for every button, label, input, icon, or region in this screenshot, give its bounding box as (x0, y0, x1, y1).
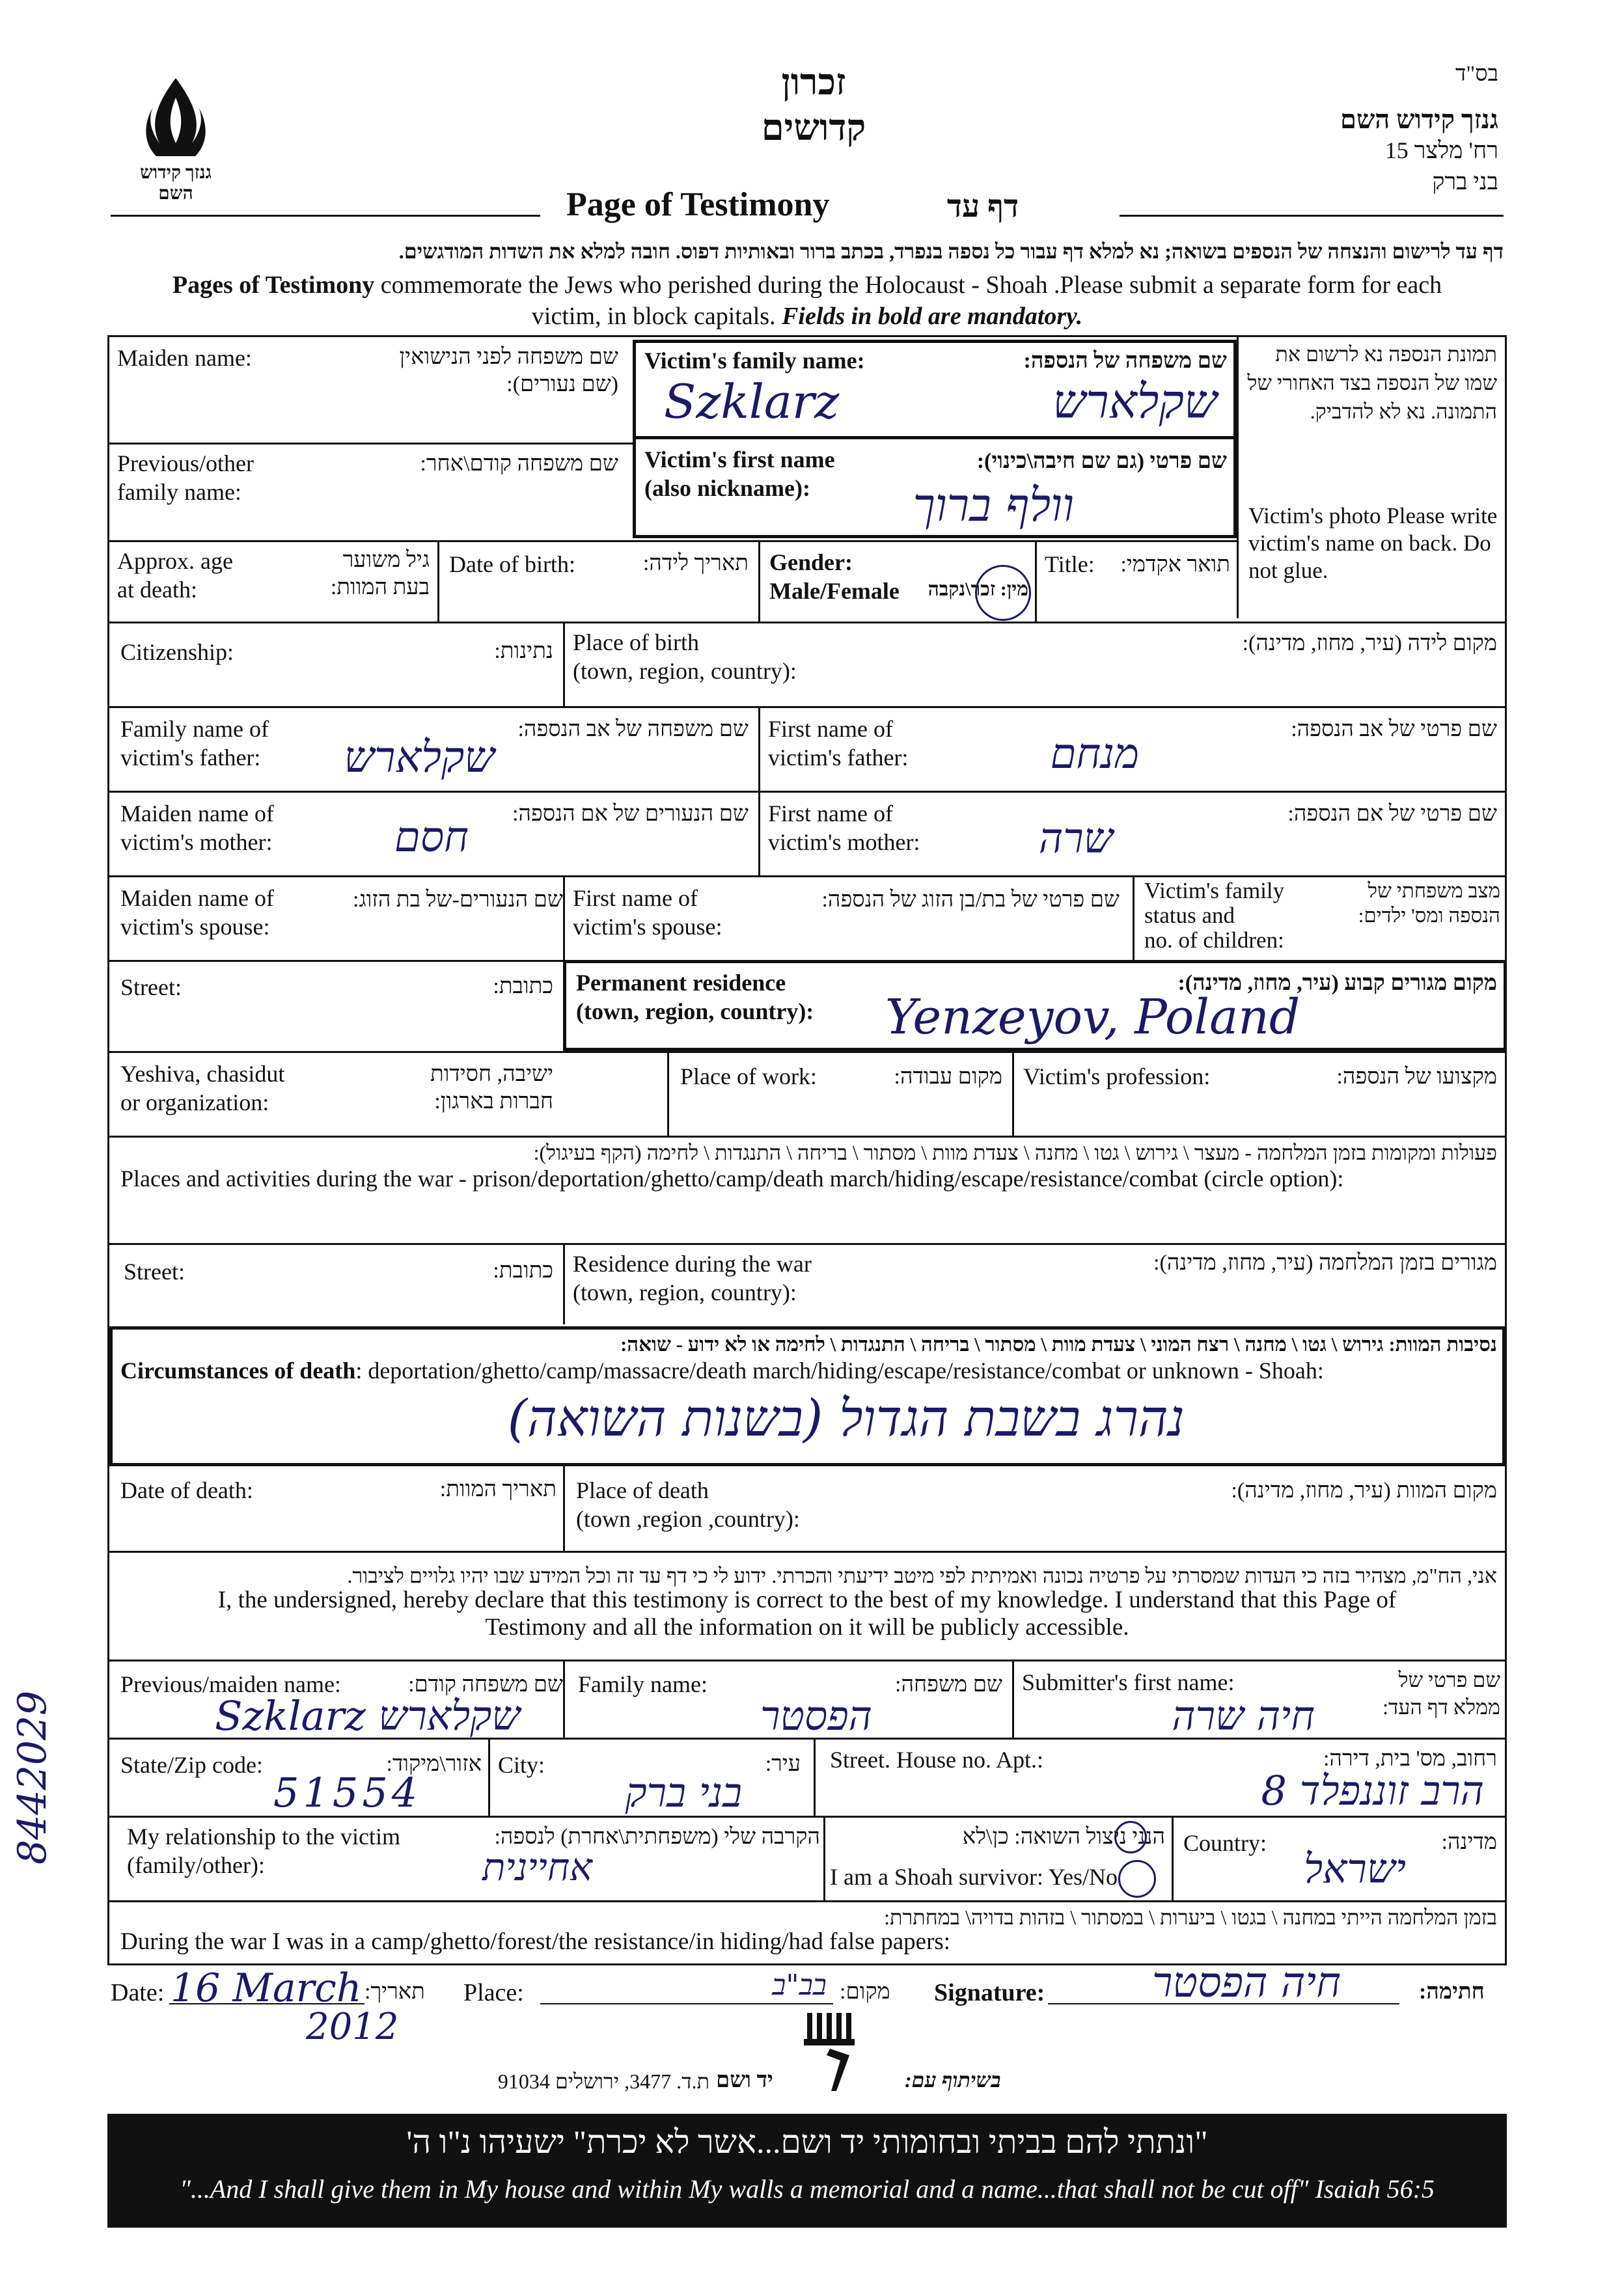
sub-relationship-label-2: (family/other): (127, 1852, 265, 1878)
title-label: Title: (1045, 551, 1095, 577)
status-label-3: no. of children: (1144, 927, 1284, 953)
sub-war-he: בזמן המלחמה הייתי במחנה \ בגטו \ ביערות \ במסתור \ בזהות בדויה\ במחתרת: (884, 1906, 1497, 1929)
sub-family-he: שם משפחה: (895, 1673, 1002, 1697)
date-value-1: 16 March (171, 1965, 362, 2011)
yeshiva-label (120, 1059, 284, 1117)
sub-relationship-value: אחיינית (482, 1845, 592, 1889)
family-name-label: Victim's family name: (644, 348, 865, 374)
page-title-he: דף עד (946, 189, 1019, 224)
rule (107, 1660, 1507, 1661)
age-he: גיל משוער בעת המוות: (330, 548, 430, 599)
intro-en-1: commemorate the Jews who perished during the Holocaust - Shoah .Please submit a separate form for each (374, 271, 1442, 299)
rule (107, 1051, 1507, 1053)
rule (107, 1551, 1507, 1553)
sub-family-value: הפסטר (760, 1692, 872, 1740)
age-label-1: Approx. age (117, 548, 233, 574)
sub-survivor-label: I am a Shoah survivor: Yes/No (830, 1864, 1118, 1890)
rule (814, 1738, 816, 1816)
date-underline (169, 2003, 364, 2004)
war-residence-label (573, 1250, 812, 1307)
org-street: רח' מלצר 15 (1384, 137, 1498, 163)
profession-he: מקצועו של הנספה: (1336, 1065, 1497, 1089)
sub-zip-value: 51554 (273, 1769, 422, 1816)
rule (488, 1738, 490, 1816)
bsd: בס"ד (1455, 62, 1498, 86)
status-label-1: Victim's family (1144, 878, 1285, 903)
father-family-he: שם משפחה של אב הנספה: (517, 717, 749, 741)
perm-residence-value: Yenzeyov, Poland (885, 989, 1300, 1045)
status-he: מצב משפחתי של הנספה ומס' ילדים: (1358, 879, 1500, 927)
rule (563, 1660, 565, 1738)
footer-banner-en: "...And I shall give them in My house and within My walls a memorial and a name...that shall not be cut off" Isaiah 56:5 (180, 2174, 1435, 2204)
mother-maiden-label-1: Maiden name of (120, 800, 274, 827)
mother-maiden-label-2: victim's mother: (120, 829, 273, 855)
rule (107, 1900, 1507, 1902)
sub-country-he: מדינה: (1441, 1830, 1497, 1854)
pod-he: מקום המוות (עיר, מחוז, מדינה): (1231, 1479, 1497, 1503)
yeshiva-label-1: Yeshiva, chasidut (120, 1061, 285, 1087)
rule (107, 622, 1507, 623)
sub-country-label: Country: (1183, 1830, 1267, 1856)
intro-he: דף עד לרישום והנצחה של הנספים בשואה; נא למלא דף עבור כל נספה בנפרד, בכתב ברור ובאותיות דפוס. חובה למלא את השדות המודגשים. (398, 239, 1504, 263)
maiden-name-he: שם משפחה לפני הנישואין (שם נעורים): (399, 345, 618, 396)
circumstances-en-bold: Circumstances of death (120, 1358, 356, 1384)
spouse-maiden-label (120, 884, 274, 941)
yad-vashem-he: יד ושם (716, 2068, 773, 2092)
spouse-first-label-1: First name of (573, 885, 698, 911)
work-label: Place of work: (680, 1063, 817, 1089)
pob-label-2: (town, region, country): (573, 658, 797, 684)
gender-label (769, 548, 900, 605)
sub-relationship-label (127, 1822, 400, 1879)
circumstances-he: נסיבות המוות: גירוש \ גטו \ מחנה \ רצח המוני \ צעדת מוות \ מסתור \ בריחה \ התנגדות \ לחימה או לא ידוע - שואה: (620, 1333, 1497, 1356)
profession-label: Victim's profession: (1023, 1063, 1211, 1089)
circumstances-en-rest: : deportation/ghetto/camp/massacre/death march/hiding/escape/resistance/combat or unknown - Shoah: (355, 1358, 1324, 1384)
photo-box-en: Victim's photo Please write victim's name on back. Do not glue. (1248, 503, 1498, 583)
place-value: בב"ב (772, 1969, 827, 2002)
perm-residence-label-1: Permanent residence (576, 970, 786, 996)
pob-he: מקום לידה (עיר, מחוז, מדינה): (1242, 631, 1497, 655)
spouse-maiden-label-2: victim's spouse: (120, 914, 270, 940)
sub-relationship-he: הקרבה שלי (משפחתית\אחרת) לנספה: (494, 1825, 820, 1849)
status-label-2: status and (1144, 903, 1235, 928)
sub-country-value: ישראל (1304, 1845, 1406, 1893)
first-name-value: וולף ברוך (913, 478, 1074, 532)
logo-text: גנזך קידוש השם (140, 163, 212, 204)
title-he-2: קדושים (761, 108, 866, 148)
circumstances-en (120, 1357, 1324, 1384)
place-label: Place: (463, 1979, 524, 2006)
page-title-en: Page of Testimony (566, 186, 830, 223)
rule (758, 540, 760, 622)
father-first-he: שם פרטי של אב הנספה: (1291, 717, 1497, 741)
prev-name-label-1: Previous/other (117, 450, 254, 476)
sub-prev-he: שם משפחה קודם: (408, 1673, 563, 1697)
intro-en-mandatory: Fields in bold are mandatory. (782, 303, 1083, 330)
rule (758, 791, 760, 875)
rule (107, 875, 1507, 877)
gender-he: מין: זכר\נקבה (928, 579, 1028, 600)
mother-maiden-value: חסם (394, 813, 469, 862)
father-first-label-2: victim's father: (768, 745, 909, 771)
rule (107, 1136, 1507, 1138)
spouse-maiden-he: שם הנעורים-של בת הזוג: (353, 888, 563, 912)
places-en: Places and activities during the war - prison/deportation/ghetto/camp/death march/hiding/escape/resistance/combat (circle option): (120, 1166, 1344, 1192)
sub-city-label: City: (498, 1752, 545, 1778)
photo-box-he: תמונת הנספה נא לרשום את שמו של הנספה בצד האחורי של התמונה. נא לא להדביק. (1247, 342, 1497, 423)
yad-vashem-address: ת.ד. 3477, ירושלים 91034 (497, 2070, 709, 2093)
rule (107, 443, 635, 444)
rule (758, 706, 760, 791)
sub-street-he: רחוב, מס' בית, דירה: (1323, 1747, 1497, 1771)
survivor-no-circle (1118, 1860, 1156, 1898)
sub-first-he: שם פרטי של ממלא דף העד: (1382, 1668, 1500, 1719)
perm-residence-label-2: (town, region, country): (576, 998, 814, 1024)
family-name-value-en: Szklarz (664, 374, 840, 429)
first-name-label (644, 445, 835, 502)
places-he: פעולות ומקומות בזמן המלחמה - מעצר \ גירוש \ גטו \ מחנה \ צעדת מוות \ מסתור \ בריחה \ התנגדות \ לחימה (הקף בעיגול): (533, 1141, 1497, 1164)
citizenship-he: נתינות: (494, 639, 553, 663)
signature-value: חיה הפסטר (1151, 1959, 1341, 2007)
intro-en-bold: Pages of Testimony (172, 271, 375, 299)
mother-first-he: שם פרטי של אם הנספה: (1287, 802, 1497, 826)
sub-first-label: Submitter's first name: (1022, 1669, 1235, 1695)
father-family-label-2: victim's father: (120, 745, 261, 771)
sub-survivor-he: הנני ניצול השואה: כן\לא (962, 1825, 1165, 1849)
prev-name-label (117, 449, 254, 506)
rule (633, 436, 1237, 439)
sub-family-label: Family name: (578, 1671, 708, 1697)
title-rule-right (1120, 215, 1504, 217)
rule (667, 1051, 669, 1136)
father-family-value: שקלארש (344, 732, 495, 782)
place-underline (540, 2003, 833, 2004)
date-he: תאריך: (364, 1980, 425, 2004)
family-name-he: שם משפחה של הנספה: (1023, 349, 1227, 373)
signature-he: חתימה: (1419, 1980, 1485, 2004)
rule (563, 875, 565, 960)
first-name-he: שם פרטי (גם שם חיבה\כינוי): (976, 449, 1227, 473)
yeshiva-label-2: or organization: (120, 1089, 269, 1115)
rule (1035, 540, 1037, 622)
rule (107, 706, 1507, 708)
dod-label: Date of death: (120, 1477, 253, 1503)
rule (823, 1816, 825, 1900)
prev-name-he: שם משפחה קודם\אחר: (420, 452, 618, 476)
perm-residence-he: מקום מגורים קבוע (עיר, מחוז, מדינה): (1177, 971, 1497, 995)
declaration-he: אני, הח"מ, מצהיר בזה כי העדות שמסרתי על פרטיה נכונה ואמיתית לפי מיטב ידיעתי והכרתי. ידוע לי כי דף עד זה וכל המידע שבו יהיו גלויים לציבור. (347, 1564, 1497, 1587)
photo-box-divider (1237, 335, 1239, 618)
gender-label-1: Gender: (769, 549, 853, 575)
gender-male-circle (975, 565, 1031, 621)
gender-label-2: Male/Female (769, 578, 900, 604)
maiden-name-label: Maiden name: (117, 345, 252, 371)
rule (1172, 1816, 1174, 1900)
father-family-label (120, 715, 269, 772)
mother-maiden-label (120, 799, 274, 856)
declaration-en (117, 1587, 1497, 1641)
place-he: מקום: (840, 1980, 890, 2004)
pod-label (576, 1476, 800, 1533)
circumstances-value: נהרג בשבת הגדול (בשנות השואה) (507, 1389, 1185, 1448)
title-rule-left (111, 215, 540, 217)
sub-first-value: חיה שרה (1172, 1692, 1315, 1740)
status-label (1144, 879, 1284, 953)
rule (107, 791, 1507, 793)
rule (1012, 1051, 1014, 1136)
pod-label-2: (town ,region ,country): (576, 1506, 800, 1532)
sub-relationship-label-1: My relationship to the victim (127, 1824, 400, 1850)
war-street-he: כתובת: (493, 1259, 553, 1283)
pob-label (573, 628, 797, 685)
signature-label: Signature: (934, 1979, 1045, 2006)
yad-vashem-logo (797, 2010, 869, 2094)
intro-en (111, 269, 1504, 332)
rule (563, 1243, 565, 1324)
age-label-2: at death: (117, 577, 197, 603)
perm-residence-label (576, 968, 814, 1026)
sub-street-value: הרב זוננפלד 8 (1261, 1767, 1484, 1814)
prev-name-label-2: family name: (117, 479, 241, 505)
rule (107, 1738, 1507, 1740)
rule (1133, 875, 1135, 960)
menorah-icon (797, 2010, 869, 2094)
dob-label: Date of birth: (449, 551, 575, 577)
sub-street-label: Street. House no. Apt.: (830, 1747, 1043, 1773)
street-he: כתובת: (493, 974, 553, 998)
mother-first-label (768, 799, 920, 856)
first-name-label-1: Victim's first name (644, 446, 835, 472)
spouse-first-he: שם פרטי של בת/בן הזוג של הנספה: (821, 888, 1120, 912)
rule (107, 540, 1237, 542)
family-name-value-he: שקלארש (1052, 374, 1217, 429)
pod-label-1: Place of death (576, 1477, 709, 1503)
rule (107, 1243, 1507, 1245)
father-first-label (768, 715, 908, 772)
spouse-maiden-label-1: Maiden name of (120, 885, 274, 911)
first-name-label-2: (also nickname): (644, 475, 810, 501)
sub-prev-label: Previous/maiden name: (120, 1671, 341, 1697)
war-residence-label-2: (town, region, country): (573, 1279, 797, 1305)
street-label: Street: (120, 974, 182, 1000)
rule (107, 1816, 1507, 1818)
war-residence-label-1: Residence during the war (573, 1251, 812, 1277)
war-street-label: Street: (124, 1259, 185, 1285)
rule (1012, 1660, 1014, 1738)
mother-first-label-2: victim's mother: (768, 829, 920, 855)
rule (437, 540, 439, 622)
date-value-2: 2012 (306, 2006, 399, 2048)
sub-war-en: During the war I was in a camp/ghetto/forest/the resistance/in hiding/had false papers: (120, 1928, 951, 1955)
spouse-first-label (573, 884, 722, 941)
father-first-value: מנחם (1050, 730, 1139, 778)
rule (563, 622, 565, 706)
sub-city-value: בני ברק (625, 1769, 742, 1816)
org-name: גנזך קידוש השם (1340, 105, 1498, 134)
dod-he: תאריך המוות: (439, 1477, 557, 1501)
father-first-label-1: First name of (768, 716, 893, 742)
rule (563, 1466, 565, 1551)
sub-zip-label: State/Zip code: (120, 1752, 263, 1778)
spouse-first-label-2: victim's spouse: (573, 914, 722, 940)
title-he-1: זכרון (781, 62, 846, 103)
age-label (117, 547, 233, 604)
footer-banner-he: "ונתתי להם בביתי ובחומותי יד ושם...אשר לא יכרת" ישעיהו נ"ו ה' (406, 2124, 1208, 2160)
date-label: Date: (111, 1979, 165, 2006)
declaration-en-2: Testimony and all the information on it will be publicly accessible. (485, 1614, 1129, 1641)
sub-zip-he: אזור\מיקוד: (386, 1752, 482, 1776)
partner-he: בשיתוף עם: (905, 2068, 1001, 2092)
declaration-en-1: I, the undersigned, hereby declare that this testimony is correct to the best of my knowledge. I understand that this Page of (217, 1587, 1397, 1613)
work-he: מקום עבודה: (894, 1065, 1002, 1089)
org-city: בני ברק (1432, 169, 1498, 195)
mother-first-label-1: First name of (768, 800, 893, 827)
survivor-lo-circle (1114, 1821, 1147, 1853)
citizenship-label: Citizenship: (120, 639, 234, 665)
war-residence-he: מגורים בזמן המלחמה (עיר, מחוז, מדינה): (1153, 1251, 1497, 1275)
side-archive-number: 8442029 (10, 1690, 55, 1865)
dob-he: תאריך לידה: (642, 551, 749, 575)
yeshiva-he: ישיבה, חסידות חברות בארגון: (430, 1062, 553, 1114)
intro-en-2: victim, in block capitals. (531, 303, 782, 330)
mother-maiden-he: שם הנעורים של אם הנספה: (512, 802, 749, 826)
pob-label-1: Place of birth (573, 629, 699, 655)
sub-prev-value: Szklarz שקלארש (215, 1692, 521, 1740)
father-family-label-1: Family name of (120, 716, 269, 742)
sub-city-he: עיר: (765, 1752, 801, 1776)
mother-first-value: שרה (1038, 815, 1113, 863)
title-he: תואר אקדמי: (1120, 553, 1230, 577)
